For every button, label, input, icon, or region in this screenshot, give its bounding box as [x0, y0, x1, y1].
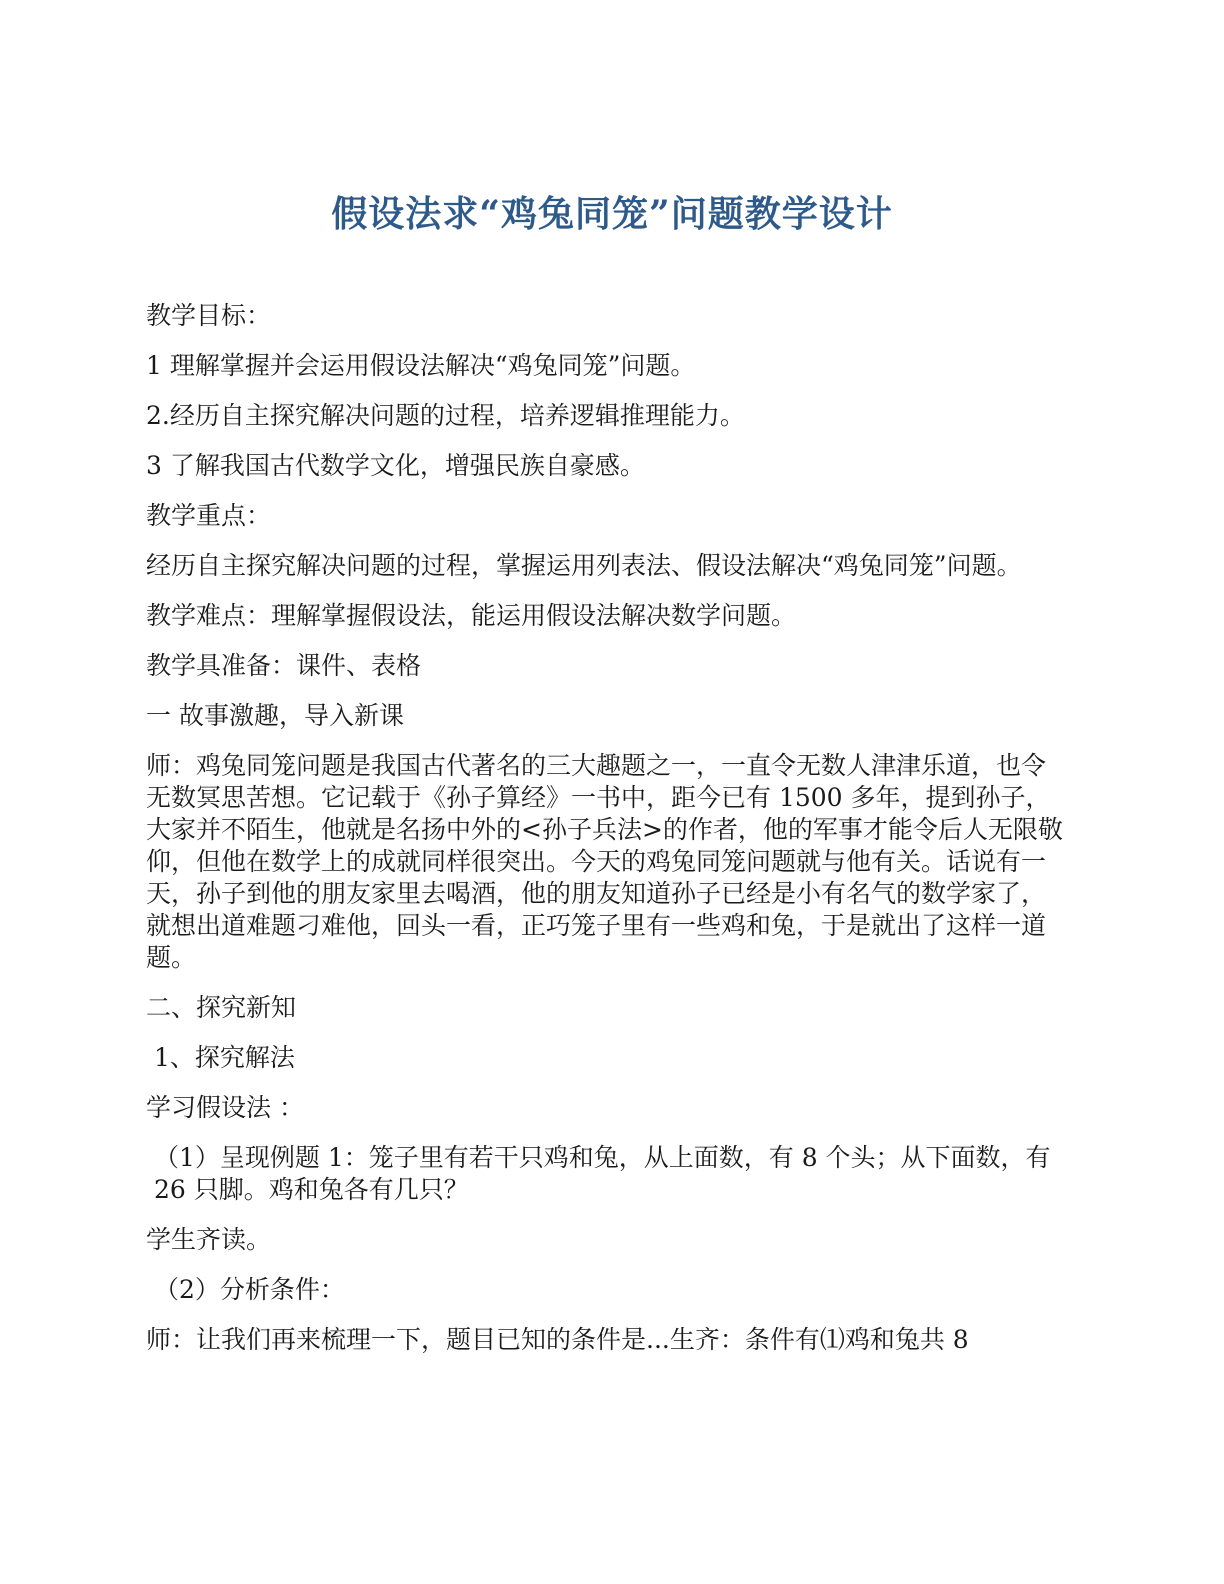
students-read-text: 学生齐读。	[146, 1225, 272, 1254]
goal-item-2: 2.经历自主探究解决问题的过程，培养逻辑推理能力。	[146, 401, 745, 430]
document-body	[146, 300, 1066, 1374]
key-points-text: 经历自主探究解决问题的过程，掌握运用列表法、假设法解决“鸡兔同笼”问题。	[146, 551, 1022, 580]
goal-item-3: 3 了解我国古代数学文化，增强民族自豪感。	[146, 451, 645, 480]
assumption-method-heading: 学习假设法 ：	[146, 1093, 304, 1122]
difficult-points-text: 教学难点：理解掌握假设法，能运用假设法解决数学问题。	[146, 601, 797, 630]
materials-text: 教学具准备：课件、表格	[146, 651, 422, 680]
heading-teaching-goals: 教学目标：	[146, 301, 272, 330]
heading-key-points: 教学重点：	[146, 501, 272, 530]
story-paragraph: 师：鸡兔同笼问题是我国古代著名的三大趣题之一，一直令无数人津津乐道，也令无数冥思苦想。它记载于《孙子算经》一书中，距今已有 1500 多年，提到孙子，大家并不陌生，他就是名扬中外的<孙子兵法>的作者，他的军事才能令后人无限敬仰，但他在数学上的成就同样很突出。今天的鸡兔同笼问题就与他有关。话说有一天，孙子到他的朋友家里去喝酒，他的朋友知道孙子已经是小有名气的数学家了，就想出道难题刁难他，回头一看，正巧笼子里有一些鸡和兔，于是就出了这样一道题。	[146, 751, 1063, 972]
goal-item-1: 1 理解掌握并会运用假设法解决“鸡兔同笼”问题。	[146, 351, 696, 380]
subsection-1-heading: 1、探究解法	[154, 1043, 295, 1072]
section-2-heading: 二、探究新知	[146, 993, 297, 1022]
analyze-conditions-heading: （2）分析条件：	[154, 1275, 345, 1304]
document-title: 假设法求“鸡兔同笼”问题教学设计	[331, 193, 893, 235]
section-1-heading: 一 故事激趣，导入新课	[146, 701, 404, 730]
example-1-text: （1）呈现例题 1：笼子里有若干只鸡和兔，从上面数，有 8 个头；从下面数，有 26 只脚。鸡和兔各有几只？	[154, 1143, 1051, 1204]
teacher-review-text: 师：让我们再来梳理一下，题目已知的条件是...生齐：条件有⑴鸡和兔共 8	[146, 1325, 969, 1354]
